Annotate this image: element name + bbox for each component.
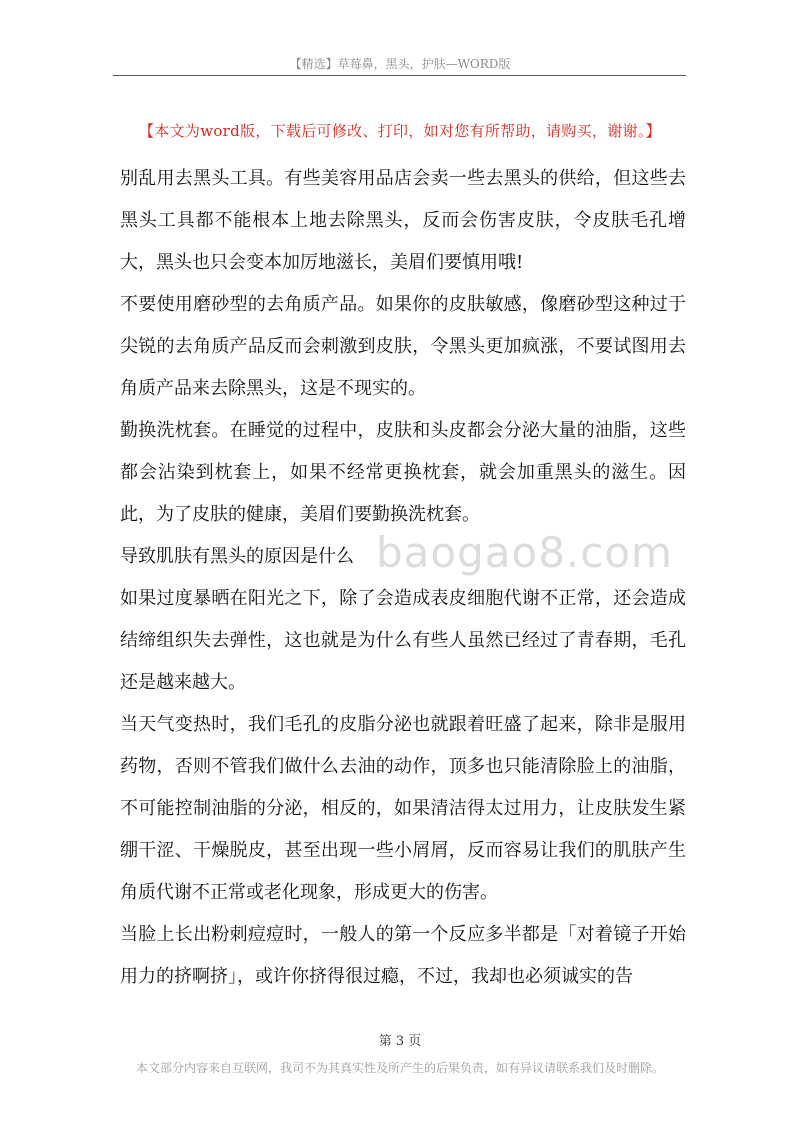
paragraph: 别乱用去黑头工具。有些美容用品店会卖一些去黑头的供给，但这些去黑头工具都不能根本上地去除黑头，反而会伤害皮肤，令皮肤毛孔增大，黑头也只会变本加厉地滋长，美眉们要慎用哦! — [120, 168, 686, 273]
document-body — [120, 158, 686, 998]
footer-disclaimer: 本文部分内容来自互联网，我司不为其真实性及所产生的后果负责，如有异议请联系我们及时删除。 — [135, 1061, 664, 1075]
paragraph: 当脸上长出粉刺痘痘时，一般人的第一个反应多半都是「对着镜子开始用力的挤啊挤」，或许你挤得很过瘾，不过，我却也必须诚实的告 — [120, 924, 686, 987]
page-header-title: 【精选】草莓鼻，黑头，护肤—WORD版 — [289, 57, 511, 71]
paragraph: 不要使用磨砂型的去角质产品。如果你的皮肤敏感，像磨砂型这种过于尖锐的去角质产品反而会刺激到皮肤，令黑头更加疯涨，不要试图用去角质产品来去除黑头，这是不现实的。 — [120, 294, 686, 399]
download-notice: 【本文为word版，下载后可修改、打印，如对您有所帮助，请购买，谢谢。】 — [139, 122, 661, 140]
paragraph: 勤换洗枕套。在睡觉的过程中，皮肤和头皮都会分泌大量的油脂，这些都会沾染到枕套上，如果不经常更换枕套，就会加重黑头的滋生。因此，为了皮肤的健康，美眉们要勤换洗枕套。 — [120, 420, 686, 525]
paragraph: 如果过度暴晒在阳光之下，除了会造成表皮细胞代谢不正常，还会造成结缔组织失去弹性，这也就是为什么有些人虽然已经过了青春期，毛孔还是越来越大。 — [120, 588, 686, 693]
site-watermark: baogao8.com — [376, 528, 673, 577]
section-heading: 导致肌肤有黑头的原因是什么 — [120, 546, 354, 567]
header-divider — [113, 75, 686, 76]
page-number: 第 3 页 — [378, 1034, 422, 1049]
paragraph: 当天气变热时，我们毛孔的皮脂分泌也就跟着旺盛了起来，除非是服用药物，否则不管我们做什么去油的动作，顶多也只能清除脸上的油脂，不可能控制油脂的分泌，相反的，如果清洁得太过用力，让皮肤发生紧绷干涩、干燥脱皮，甚至出现一些小屑屑，反而容易让我们的肌肤产生角质代谢不正常或老化现象，形成更大的伤害。 — [120, 714, 686, 903]
